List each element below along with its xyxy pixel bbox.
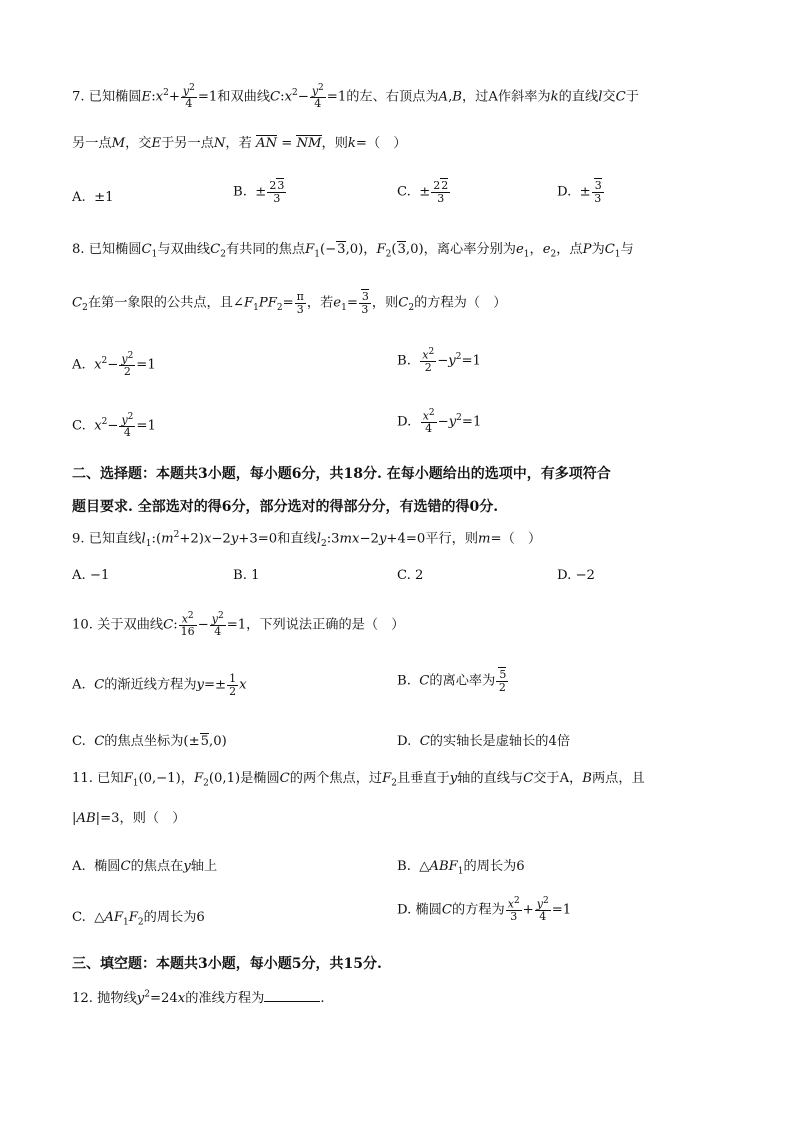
q8-line1: 8. 已知椭圆$C_1$与双曲线$C_2$有共同的焦点$F_1(-3,0)$，$F_2(3,0)$，离心率分别为$e_1$，$e_2$，点P为$C_1$与: [72, 242, 634, 260]
q8-option-c: C. $x^2-$ $\frac{y^2}{4}$ =1: [72, 412, 156, 440]
section2-heading: 二、选择题：本题共3小题，每小题6分，共18分. 在每小题给出的选项中，有多项符合: [72, 466, 611, 482]
q7-line1: 7. 已知椭圆$E:x^2+$ $\frac{y^2}{4}$ =1和双曲线$C:x^2-$ $\frac{y^2}{4}$ =1的左、右顶点为A,B，过A作斜率为k的直线l交C于: [72, 83, 639, 111]
q7-line2: 另一点M，交E于另一点N，若 AN = NM，则k=（ ）: [72, 136, 407, 151]
q7-option-d: D. ± $\frac{3}{3}$: [557, 179, 602, 205]
q10-option-b: B. C的离心率为 $\frac{5}{2}$: [397, 668, 507, 694]
q11-line2: |AB|=3，则（ ）: [72, 811, 186, 826]
q9-option-b: B. 1: [233, 568, 260, 583]
q11-option-b: B. $\triangle ABF_1$的周长为6: [397, 859, 525, 877]
q12-line1: 12. 抛物线$y^2=24x$的准线方程为 .: [72, 989, 325, 1006]
q7-option-b: B. ± $\frac{23}{3}$: [233, 179, 285, 205]
q9-line1: 9. 已知直线$l_1:(m^2+2)x-2y+3=0$和直线$l_2:3mx-2y+4=0$平行，则m=（ ）: [72, 530, 542, 550]
q9-option-a: A. −1: [72, 568, 110, 583]
q8-option-d: D. $\frac{x^2}{4}$ $-y^2=1$: [397, 408, 482, 436]
answer-blank[interactable]: [264, 990, 320, 1002]
q8-option-a: A. $x^2-$ $\frac{y^2}{2}$ =1: [72, 351, 156, 379]
q9-option-d: D. −2: [557, 568, 595, 583]
q10-option-d: D. C的实轴长是虚轴长的4倍: [397, 734, 571, 749]
q11-option-d: D. 椭圆C的方程为 $\frac{x^2}{3}$ + $\frac{y^2}{4}$ =1: [397, 896, 572, 924]
q10-option-c: C. C的焦点坐标为(±5,0): [72, 734, 227, 749]
q8-line2: $C_2$在第一象限的公共点，且$\angle F_1PF_2=$ $\frac{\pi}{3}$ ，若$e_1=$ $\frac{3}{3}$ ，则$C_2$的方程为（ ）: [72, 290, 507, 316]
q7-option-c: C. ± $\frac{22}{3}$: [397, 179, 449, 205]
q11-line1: 11. 已知$F_1(0,-1)$，$F_2(0,1)$是椭圆C的两个焦点，过$F_2$且垂直于y轴的直线与C交于A，B两点，且: [72, 771, 645, 789]
q10-line1: 10. 关于双曲线C: $\frac{x^2}{16}$ − $\frac{y^2}{4}$ =1，下列说法正确的是（ ）: [72, 611, 405, 639]
q11-option-c: C. $\triangle AF_1F_2$的周长为6: [72, 910, 205, 928]
q8-option-b: B. $\frac{x^2}{2}$ $-y^2=1$: [397, 347, 481, 375]
section3-heading: 三、填空题：本题共3小题，每小题5分，共15分.: [72, 956, 382, 972]
section2-instructions: 题目要求. 全部选对的得6分，部分选对的得部分分，有选错的得0分.: [72, 499, 499, 515]
q11-option-a: A. 椭圆C的焦点在y轴上: [72, 859, 218, 874]
q9-option-c: C. 2: [397, 568, 424, 583]
q10-option-a: A. C的渐近线方程为y=± $\frac{1}{2}$ x: [72, 672, 247, 698]
q7-option-a: A. ±1: [72, 190, 114, 205]
